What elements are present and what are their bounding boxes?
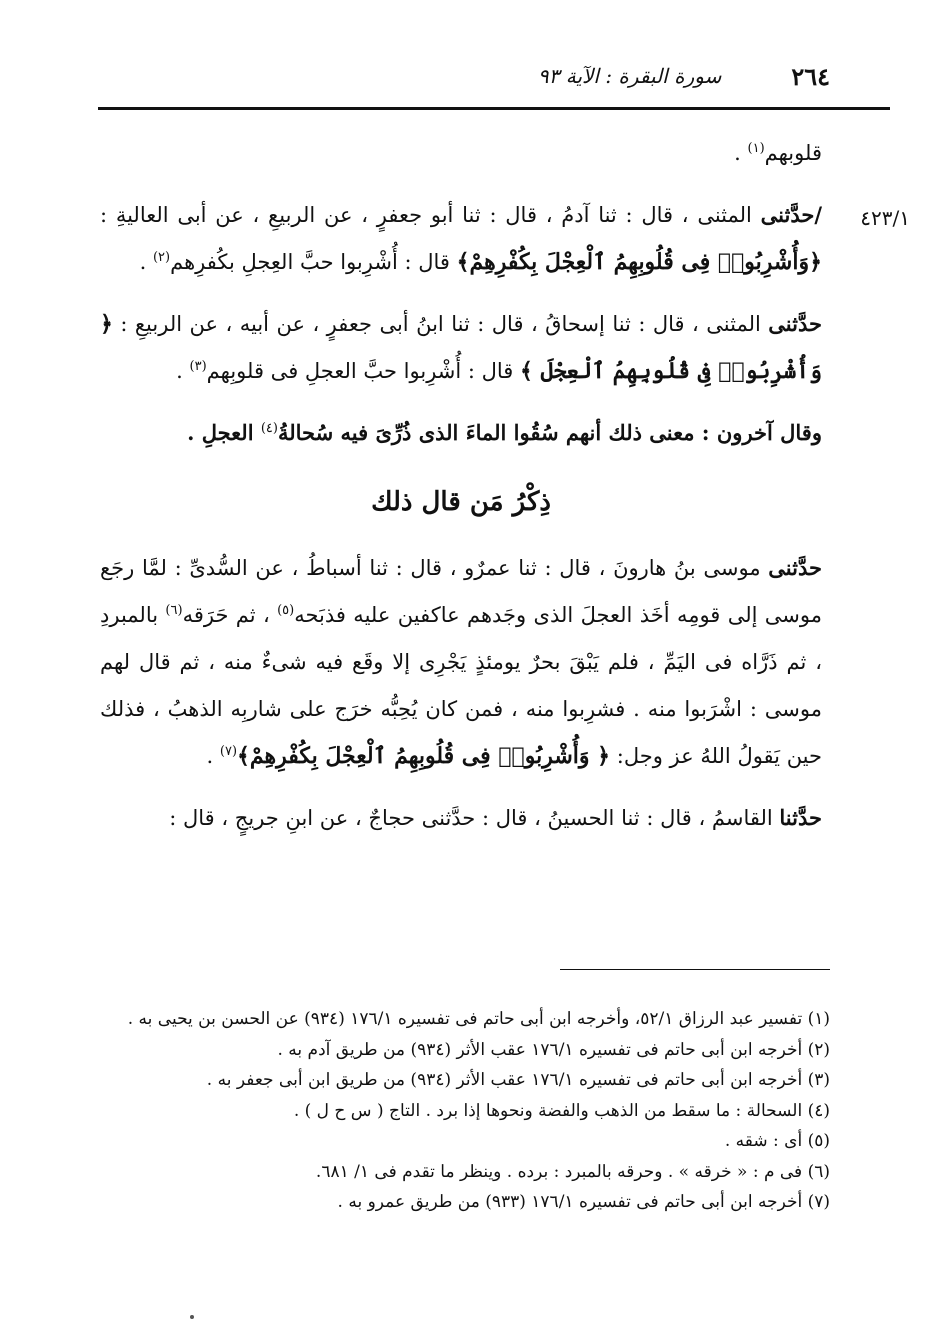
header-rule [98, 107, 890, 110]
paragraph-text: موسى بنُ هارونَ ، قال : ثنا عمرٌو ، قال : ثنا أسباطُ ، عن السُّدىِّ : لمَّا رجَع موسى إلى قومِه أخَذ العجلَ الذى وجَدهم عاكفين عليه فذبَحه [100, 556, 822, 627]
footnote-ref: (٤) [260, 421, 278, 436]
paragraph-lead: حدَّثنا [779, 805, 822, 830]
paragraph-1 [100, 191, 822, 286]
paragraph-lead: وقال آخرون [716, 420, 822, 445]
paragraph-end: . [139, 250, 153, 274]
paragraph-end: . [206, 744, 220, 768]
paragraph-text: قال : أُشْرِبوا حبَّ العجلِ فى قلوبِهم [206, 359, 521, 383]
paragraph-lead: /حدَّثنى [760, 202, 822, 227]
section-heading: ذِكْرُ مَن قال ذلك [371, 487, 551, 517]
footnote-2: (٢) أخرجه ابن أبى حاتم فى تفسيره ١٧٦/١ عقب الأثر (٩٣٤) من طريق آدم به . [277, 1039, 830, 1060]
footnote-ref: (٦) [165, 603, 183, 618]
paragraph-text: ، ثم حَرَقه [182, 603, 278, 627]
running-title: سورة البقرة : الآية ٩٣ [537, 64, 722, 88]
paragraph-text: المثنى ، قال : ثنا إسحاقُ ، قال : ثنا ابنُ أبى جعفرٍ ، عن أبيه ، عن الربيعِ : [112, 312, 769, 336]
margin-reference: ٤٢٣/١ [860, 206, 910, 230]
paragraph-4 [100, 544, 822, 780]
page-number: ٢٦٤ [791, 61, 830, 91]
footnote-6: (٦) فى م : « خرقه » . وحرقه بالمبرد : برده . وينظر ما تقدم فى ١/ ٦٨١. [315, 1161, 830, 1182]
page-header [90, 56, 830, 96]
footnote-ref: (٧) [219, 744, 238, 759]
paragraph-text: قال : أُشْرِبوا حبَّ العِجلِ بكُفرِهم [170, 250, 457, 274]
scan-speck [190, 1315, 194, 1319]
quran-verse: ﴿ وَأُشْرِبُوا۟ فِى قُلُوبِهِمُ ٱلْعِجْلَ ﴾ [100, 311, 822, 384]
paragraph-lead: حدَّثنى [768, 555, 822, 580]
paragraph-2 [100, 300, 822, 395]
footnote-5: (٥) أى : شقه . [724, 1131, 830, 1151]
paragraph-lead: حدَّثنى [768, 311, 822, 336]
paragraph-text: : معنى ذلك أنهم سُقُوا الماءَ الذى ذُرِّىَ فيه سُحالةُ [277, 420, 717, 445]
footnote-rule [560, 969, 830, 970]
paragraph-text: المثنى ، قال : ثنا آدمُ ، قال : ثنا أبو جعفرٍ ، عن الربيعِ ، عن أبى العاليةِ : [100, 203, 761, 227]
quran-verse: ﴿ وَأُشْرِبُوا۟ فِى قُلُوبِهِمُ ٱلْعِجْلَ بِكُفْرِهِمْ﴾ [237, 743, 611, 769]
footnote-1: (١) تفسير عبد الرزاق ٥٢/١، وأخرجه ابن أبى حاتم فى تفسيره ١٧٦/١ (٩٣٤) عن الحسن بن يحيى به . [127, 1009, 830, 1029]
paragraph-end: . [734, 141, 748, 165]
paragraph-end: . [176, 359, 190, 383]
footnote-ref: (٢) [152, 250, 171, 265]
footnote-ref: (١) [747, 141, 765, 156]
main-text [100, 130, 822, 842]
footnote-7: (٧) أخرجه ابن أبى حاتم فى تفسيره ١٧٦/١ (٩٣٣) من طريق عمرو به . [337, 1192, 830, 1212]
footnote-ref: (٥) [277, 603, 295, 618]
footnote-ref: (٣) [189, 359, 207, 374]
footnotes [100, 1004, 830, 1218]
paragraph-0 [100, 130, 822, 177]
paragraph-3 [100, 409, 822, 457]
paragraph-text: بالمبردِ ، ثم ذَرَّاه فى اليَمِّ ، فلم يَبْقَ بحرٌ يومئذٍ يَجْرِى إلا وقَع فيه شىءٌ منه ، ثم قال لهم موسى : اشْرَبوا منه . فشرِبوا منه ، فمن كان يُحِبُّه خرَج على شاربِه الذهبُ ، فذلك حين يَقولُ اللهُ عز وجل: [100, 603, 822, 768]
paragraph-text: قلوبهم [764, 141, 822, 165]
footnote-4: (٤) السحالة : ما سقط من الذهب والفضة ونحوها إذا برد . التاج ( س ح ل ) . [293, 1100, 830, 1121]
paragraph-5 [100, 794, 822, 842]
paragraph-text: القاسمُ ، قال : ثنا الحسينُ ، قال : حدَّثنى حجاجٌ ، عن ابنِ جريجٍ ، قال : [169, 806, 780, 830]
quran-verse: ﴿وَأُشْرِبُوا۟ فِى قُلُوبِهِمُ ٱلْعِجْلَ بِكُفْرِهِمْ﴾ [456, 249, 822, 275]
paragraph-text: العجلِ . [187, 420, 261, 445]
footnote-3: (٣) أخرجه ابن أبى حاتم فى تفسيره ١٧٦/١ عقب الأثر (٩٣٤) من طريق ابن أبى جعفر به . [206, 1070, 830, 1090]
